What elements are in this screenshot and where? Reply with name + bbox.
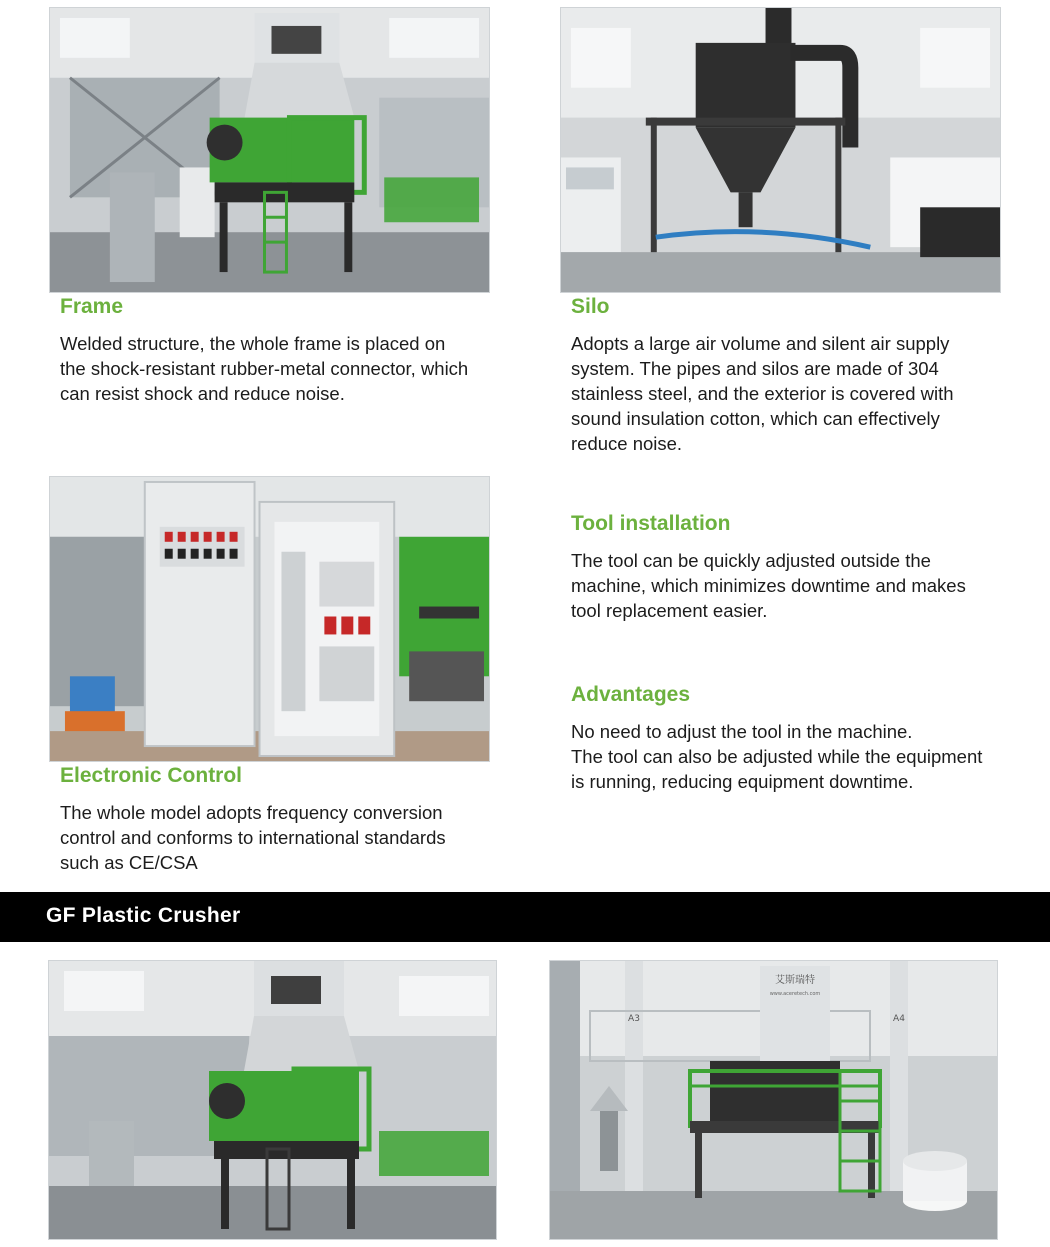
advantages-description-line: is running, reducing equipment downtime. [571, 771, 914, 792]
advantages-description-line: The tool can also be adjusted while the equipment [571, 746, 983, 767]
frame-heading: Frame [60, 295, 124, 318]
photo-column-a4: A4 [893, 1014, 905, 1024]
gf-crusher-photo-right [549, 960, 998, 1240]
electronic-control-description-line: such as CE/CSA [60, 852, 198, 873]
tool-installation-description-line: tool replacement easier. [571, 600, 768, 621]
section-banner-title: GF Plastic Crusher [46, 904, 241, 927]
frame-description [60, 331, 468, 406]
electronic-control-description-line: control and conforms to international standards [60, 827, 446, 848]
photo-column-a3: A3 [628, 1014, 640, 1024]
silo-heading: Silo [571, 295, 610, 318]
electronic-control-description-line: The whole model adopts frequency conversion [60, 802, 443, 823]
photo-brand-cn: 艾斯瑞特 [775, 975, 815, 986]
tool-installation-description-line: machine, which minimizes downtime and makes [571, 575, 966, 596]
section-banner [0, 892, 1050, 942]
silo-description-line: sound insulation cotton, which can effectively [571, 408, 940, 429]
frame-description-line: the shock-resistant rubber-metal connector, which [60, 358, 469, 379]
advantages-description [571, 719, 982, 794]
gf-crusher-photo-left [48, 960, 497, 1240]
tool-installation-description-line: The tool can be quickly adjusted outside the [571, 550, 931, 571]
advantages-description-line: No need to adjust the tool in the machine. [571, 721, 913, 742]
silo-photo [560, 7, 1001, 293]
electronic-control-description [60, 800, 446, 875]
silo-description-line: Adopts a large air volume and silent air supply [571, 333, 950, 354]
frame-photo [49, 7, 490, 293]
silo-description [571, 331, 954, 456]
silo-description-line: reduce noise. [571, 433, 683, 454]
advantages-heading: Advantages [571, 683, 691, 706]
silo-description-line: stainless steel, and the exterior is covered with [571, 383, 954, 404]
tool-installation-description [571, 548, 966, 623]
electronic-control-photo [49, 476, 490, 762]
silo-description-line: system. The pipes and silos are made of 304 [571, 358, 939, 379]
frame-description-line: Welded structure, the whole frame is placed on [60, 333, 446, 354]
frame-description-line: can resist shock and reduce noise. [60, 383, 345, 404]
tool-installation-heading: Tool installation [571, 512, 731, 535]
photo-brand-url: www.aceretech.com [769, 991, 821, 997]
electronic-control-heading: Electronic Control [60, 764, 243, 787]
